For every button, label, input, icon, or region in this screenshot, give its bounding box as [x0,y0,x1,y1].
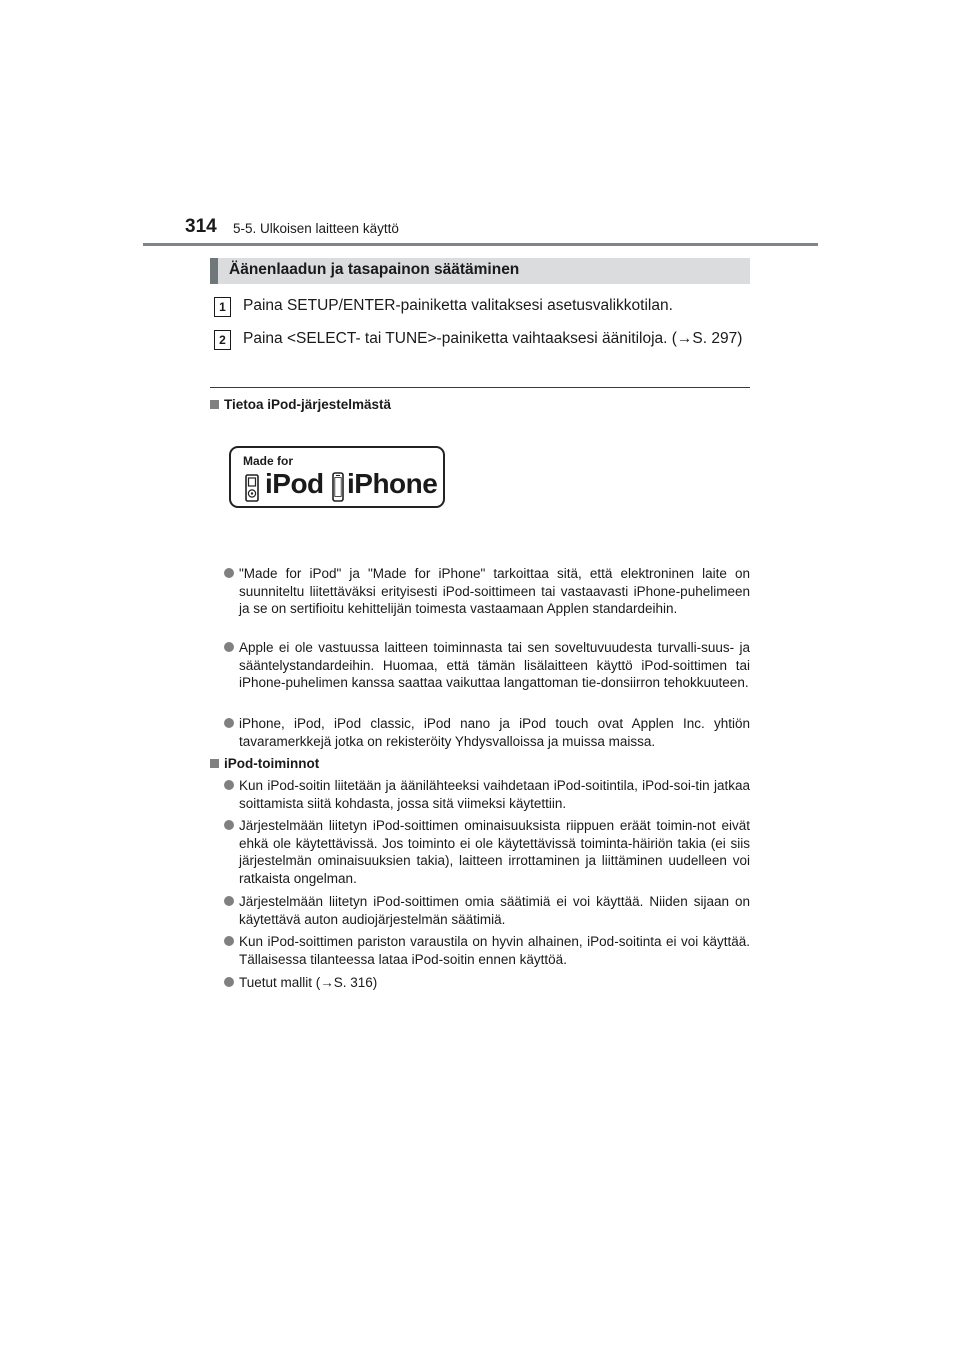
about-bullet-1-text: "Made for iPod" ja "Made for iPhone" tarkoittaa sitä, että elektroninen laite on suunniteltu liitettäväksi erityisesti iPod-soittimeen tai vastaavasti iPhone-puhelimeen ja se on sertifioitu kehittelijän toimesta vastaamaan Applen standardeihin. [239,566,750,616]
made-for-ipod-iphone-logo [229,446,445,508]
about-bullet-3 [224,715,750,750]
functions-bullet-3 [224,893,750,928]
bullet-dot-icon [224,936,234,946]
functions-heading [210,756,319,771]
section-title: Äänenlaadun ja tasapainon säätäminen [229,261,520,278]
functions-heading-text: iPod-toiminnot [224,756,320,771]
step-text-1: Paina SETUP/ENTER-painiketta valitaksesi asetusvalikkotilan. [243,297,673,314]
functions-bullet-5 [224,974,750,992]
step-number-2: 2 [214,330,231,350]
logo-ipod: iPod [265,468,324,499]
page-number: 314 [185,216,217,237]
functions-bullet-4-text: Kun iPod-soittimen pariston varaustila on hyvin alhainen, iPod-soitinta ei voi käyttää. Tällaisessa tilanteessa lataa iPod-soitin ennen käyttöä. [239,934,750,967]
about-bullet-1 [224,565,750,618]
logo-made-for: Made for [243,454,294,468]
functions-bullet-1-text: Kun iPod-soitin liitetään ja äänilähteeksi vaihdetaan iPod-soitintila, iPod-soi-tin jatkaa soittamista siitä kohdasta, jossa sitä viimeksi käytettiin. [239,778,750,811]
bullet-dot-icon [224,896,234,906]
about-heading-text: Tietoa iPod-järjestelmästä [224,397,392,412]
about-bullet-3-text: iPhone, iPod, iPod classic, iPod nano ja iPod touch ovat Applen Inc. yhtiön tavaramerkkejä jotka on rekisteröity Yhdysvalloissa ja muissa maissa. [239,716,750,749]
section-title-bar [210,258,750,284]
header-rule [143,243,818,246]
step-text-2: Paina <SELECT- tai TUNE>-painiketta vaihtaaksesi äänitiloja. (→S. 297) [243,330,743,347]
functions-bullet-5-text: Tuetut mallit (→S. 316) [239,975,378,990]
chapter-title: 5-5. Ulkoisen laitteen käyttö [233,221,399,236]
about-bullet-2-text: Apple ei ole vastuussa laitteen toiminnasta tai sen soveltuvuudesta turvalli-suus- ja sääntelystandardeihin. Huomaa, että tämän lisälaitteen käyttö iPod-soittimen tai iPhone-puhelimen kanssa saattaa vaikuttaa langattoman tie-donsiirron tehokkuuteen. [239,640,750,690]
functions-bullet-1 [224,777,750,812]
bullet-dot-icon [224,718,234,728]
square-bullet-icon [210,759,219,768]
bullet-dot-icon [224,780,234,790]
about-heading [210,397,391,412]
iphone-device-icon [332,472,344,502]
ipod-device-icon [245,474,259,502]
square-bullet-icon [210,400,219,409]
logo-iphone: iPhone [347,468,438,499]
functions-bullet-3-text: Järjestelmään liitetyn iPod-soittimen omia säätimiä ei voi käyttää. Niiden sijaan on käytettävä auton audiojärjestelmän säätimiä. [239,894,750,927]
bullet-dot-icon [224,820,234,830]
bullet-dot-icon [224,977,234,987]
bullet-dot-icon [224,568,234,578]
bullet-dot-icon [224,642,234,652]
about-bullet-2 [224,639,750,692]
functions-bullet-2-text: Järjestelmään liitetyn iPod-soittimen ominaisuuksista riippuen eräät toimin-not eivät ehkä ole käytettävissä. Jos toiminto ei ole käytettävissä toiminta-häiriön takia (ei siis järjestelmän ominaisuuksien takia), laitteen irrottaminen ja liittäminen uudelleen voi ratkaista ongelman. [239,818,750,886]
functions-bullet-2 [224,817,750,887]
step-number-1: 1 [214,297,231,317]
section-divider [210,387,750,388]
functions-bullet-4 [224,933,750,968]
